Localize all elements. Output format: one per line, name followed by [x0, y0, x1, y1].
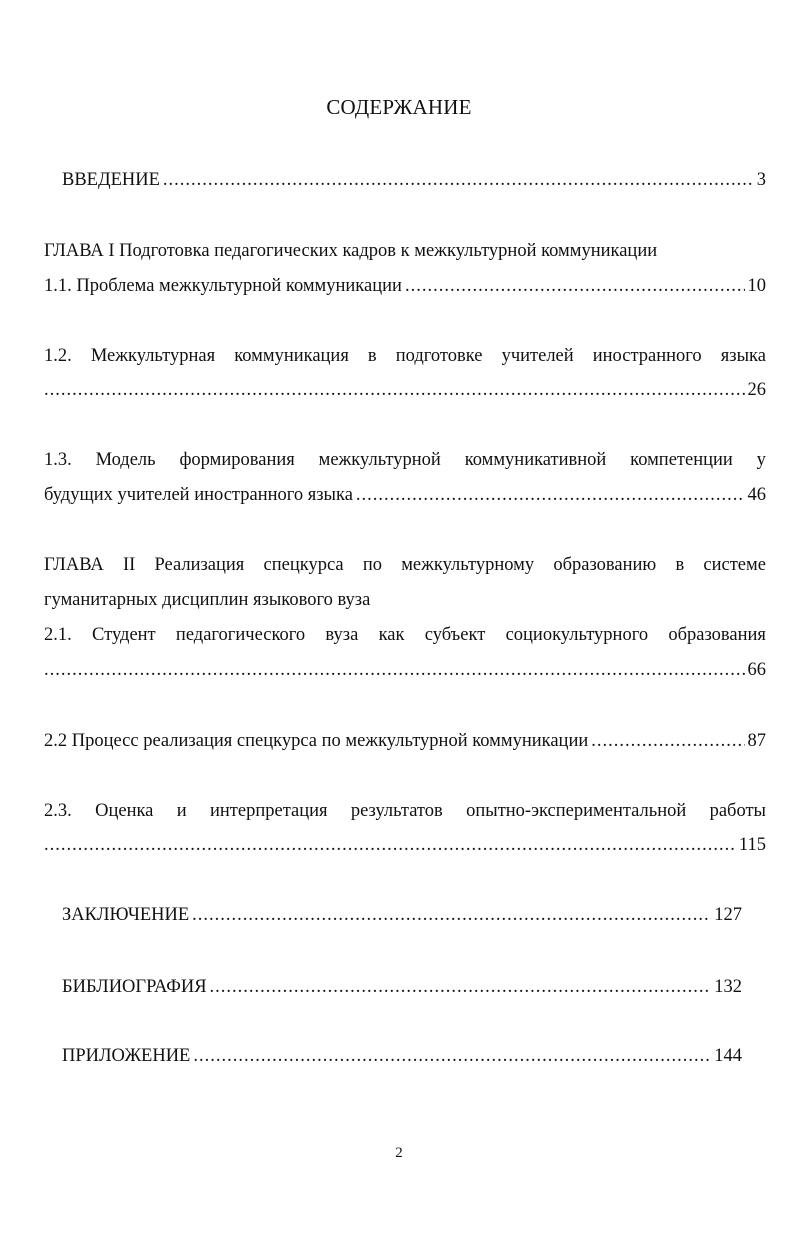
toc-entry-2-3-line2: [44, 835, 766, 856]
toc-leader-dots: [44, 835, 736, 856]
toc-page-number: 3: [756, 170, 766, 190]
toc-word: субъект: [424, 625, 486, 645]
toc-word: спецкурса: [263, 555, 344, 575]
toc-word: подготовке: [395, 346, 483, 366]
toc-entry-2-2: [44, 731, 766, 752]
toc-label: БИБЛИОГРАФИЯ: [62, 977, 207, 997]
toc-label: 1.1. Проблема межкультурной коммуникации: [44, 276, 402, 296]
toc-word: языка: [720, 346, 766, 366]
toc-leader-dots: [356, 485, 745, 506]
toc-entry-2-1-line2: [44, 660, 766, 681]
toc-leader-dots: [163, 170, 754, 191]
toc-word: образования: [668, 625, 766, 645]
toc-chapter-1-title: ГЛАВА I Подготовка педагогических кадров к межкультурной коммуникации: [44, 241, 658, 261]
toc-word: опытно-экспериментальной: [466, 801, 687, 821]
toc-word: ГЛАВА: [44, 555, 104, 575]
toc-entry-1-3-line1: [44, 450, 766, 471]
toc-page-number: 26: [747, 380, 766, 400]
toc-word: в: [367, 346, 377, 366]
toc-word: по: [362, 555, 382, 575]
toc-page-number: 46: [747, 485, 766, 505]
toc-word: межкультурному: [401, 555, 535, 575]
toc-word: как: [378, 625, 405, 645]
toc-label: ПРИЛОЖЕНИЕ: [62, 1046, 191, 1066]
toc-chapter-2-title-line2: гуманитарных дисциплин языкового вуза: [44, 590, 371, 610]
toc-word: II: [122, 555, 136, 575]
toc-leader-dots: [193, 1046, 711, 1067]
toc-word: социокультурного: [505, 625, 649, 645]
page-title: СОДЕРЖАНИЕ: [326, 95, 472, 119]
toc-page-number: 144: [714, 1046, 742, 1066]
toc-label: ЗАКЛЮЧЕНИЕ: [62, 905, 190, 925]
toc-word: иностранного: [592, 346, 702, 366]
toc-word: и: [176, 801, 187, 821]
toc-leader-dots: [192, 905, 711, 926]
toc-entry-introduction: [62, 170, 766, 191]
toc-word: коммуникация: [234, 346, 349, 366]
toc-page-number: 66: [747, 660, 766, 680]
toc-word: 2.1.: [44, 625, 72, 645]
toc-word: системе: [703, 555, 766, 575]
toc-word: интерпретация: [209, 801, 328, 821]
toc-label: 2.2 Процесс реализация спецкурса по межкультурной коммуникации: [44, 731, 589, 751]
toc-entry-1-2-line2: [44, 380, 766, 401]
toc-word: 2.3.: [44, 801, 72, 821]
toc-word: у: [756, 450, 766, 470]
toc-entry-2-3-line1: [44, 801, 766, 822]
toc-word: образованию: [553, 555, 657, 575]
toc-page-number: 87: [747, 731, 766, 751]
toc-leader-dots: [405, 276, 745, 297]
toc-entry-appendix: [62, 1046, 742, 1067]
toc-word: межкультурной: [318, 450, 441, 470]
toc-page-number: 132: [714, 977, 742, 997]
toc-entry-1-1: [44, 276, 766, 297]
toc-leader-dots: [44, 660, 745, 681]
toc-entry-bibliography: [62, 977, 742, 998]
toc-leader-dots: [591, 731, 744, 752]
toc-word: Реализация: [154, 555, 245, 575]
toc-word: Оценка: [95, 801, 154, 821]
toc-word: вуза: [325, 625, 359, 645]
toc-word: компетенции: [630, 450, 733, 470]
toc-chapter-2-title-line1: [44, 555, 766, 576]
toc-label: ВВЕДЕНИЕ: [62, 170, 160, 190]
toc-leader-dots: [210, 977, 712, 998]
toc-word: Модель: [95, 450, 156, 470]
toc-page-number: 127: [714, 905, 742, 925]
toc-word: Студент: [92, 625, 156, 645]
toc-word: Межкультурная: [90, 346, 216, 366]
toc-word: работы: [709, 801, 766, 821]
toc-entry-conclusion: [62, 905, 742, 926]
toc-word: в: [675, 555, 685, 575]
toc-word: 1.3.: [44, 450, 72, 470]
page-number: 2: [395, 1145, 403, 1161]
toc-leader-dots: [44, 380, 745, 401]
toc-label: будущих учителей иностранного языка: [44, 485, 353, 505]
toc-word: педагогического: [175, 625, 306, 645]
toc-entry-2-1-line1: [44, 625, 766, 646]
toc-word: 1.2.: [44, 346, 72, 366]
toc-page-number: 115: [738, 835, 766, 855]
toc-page-number: 10: [747, 276, 766, 296]
toc-word: коммуникативной: [464, 450, 607, 470]
toc-entry-1-2-line1: [44, 346, 766, 367]
toc-word: результатов: [350, 801, 443, 821]
toc-entry-1-3-line2: [44, 485, 766, 506]
toc-word: формирования: [179, 450, 295, 470]
toc-word: учителей: [501, 346, 574, 366]
